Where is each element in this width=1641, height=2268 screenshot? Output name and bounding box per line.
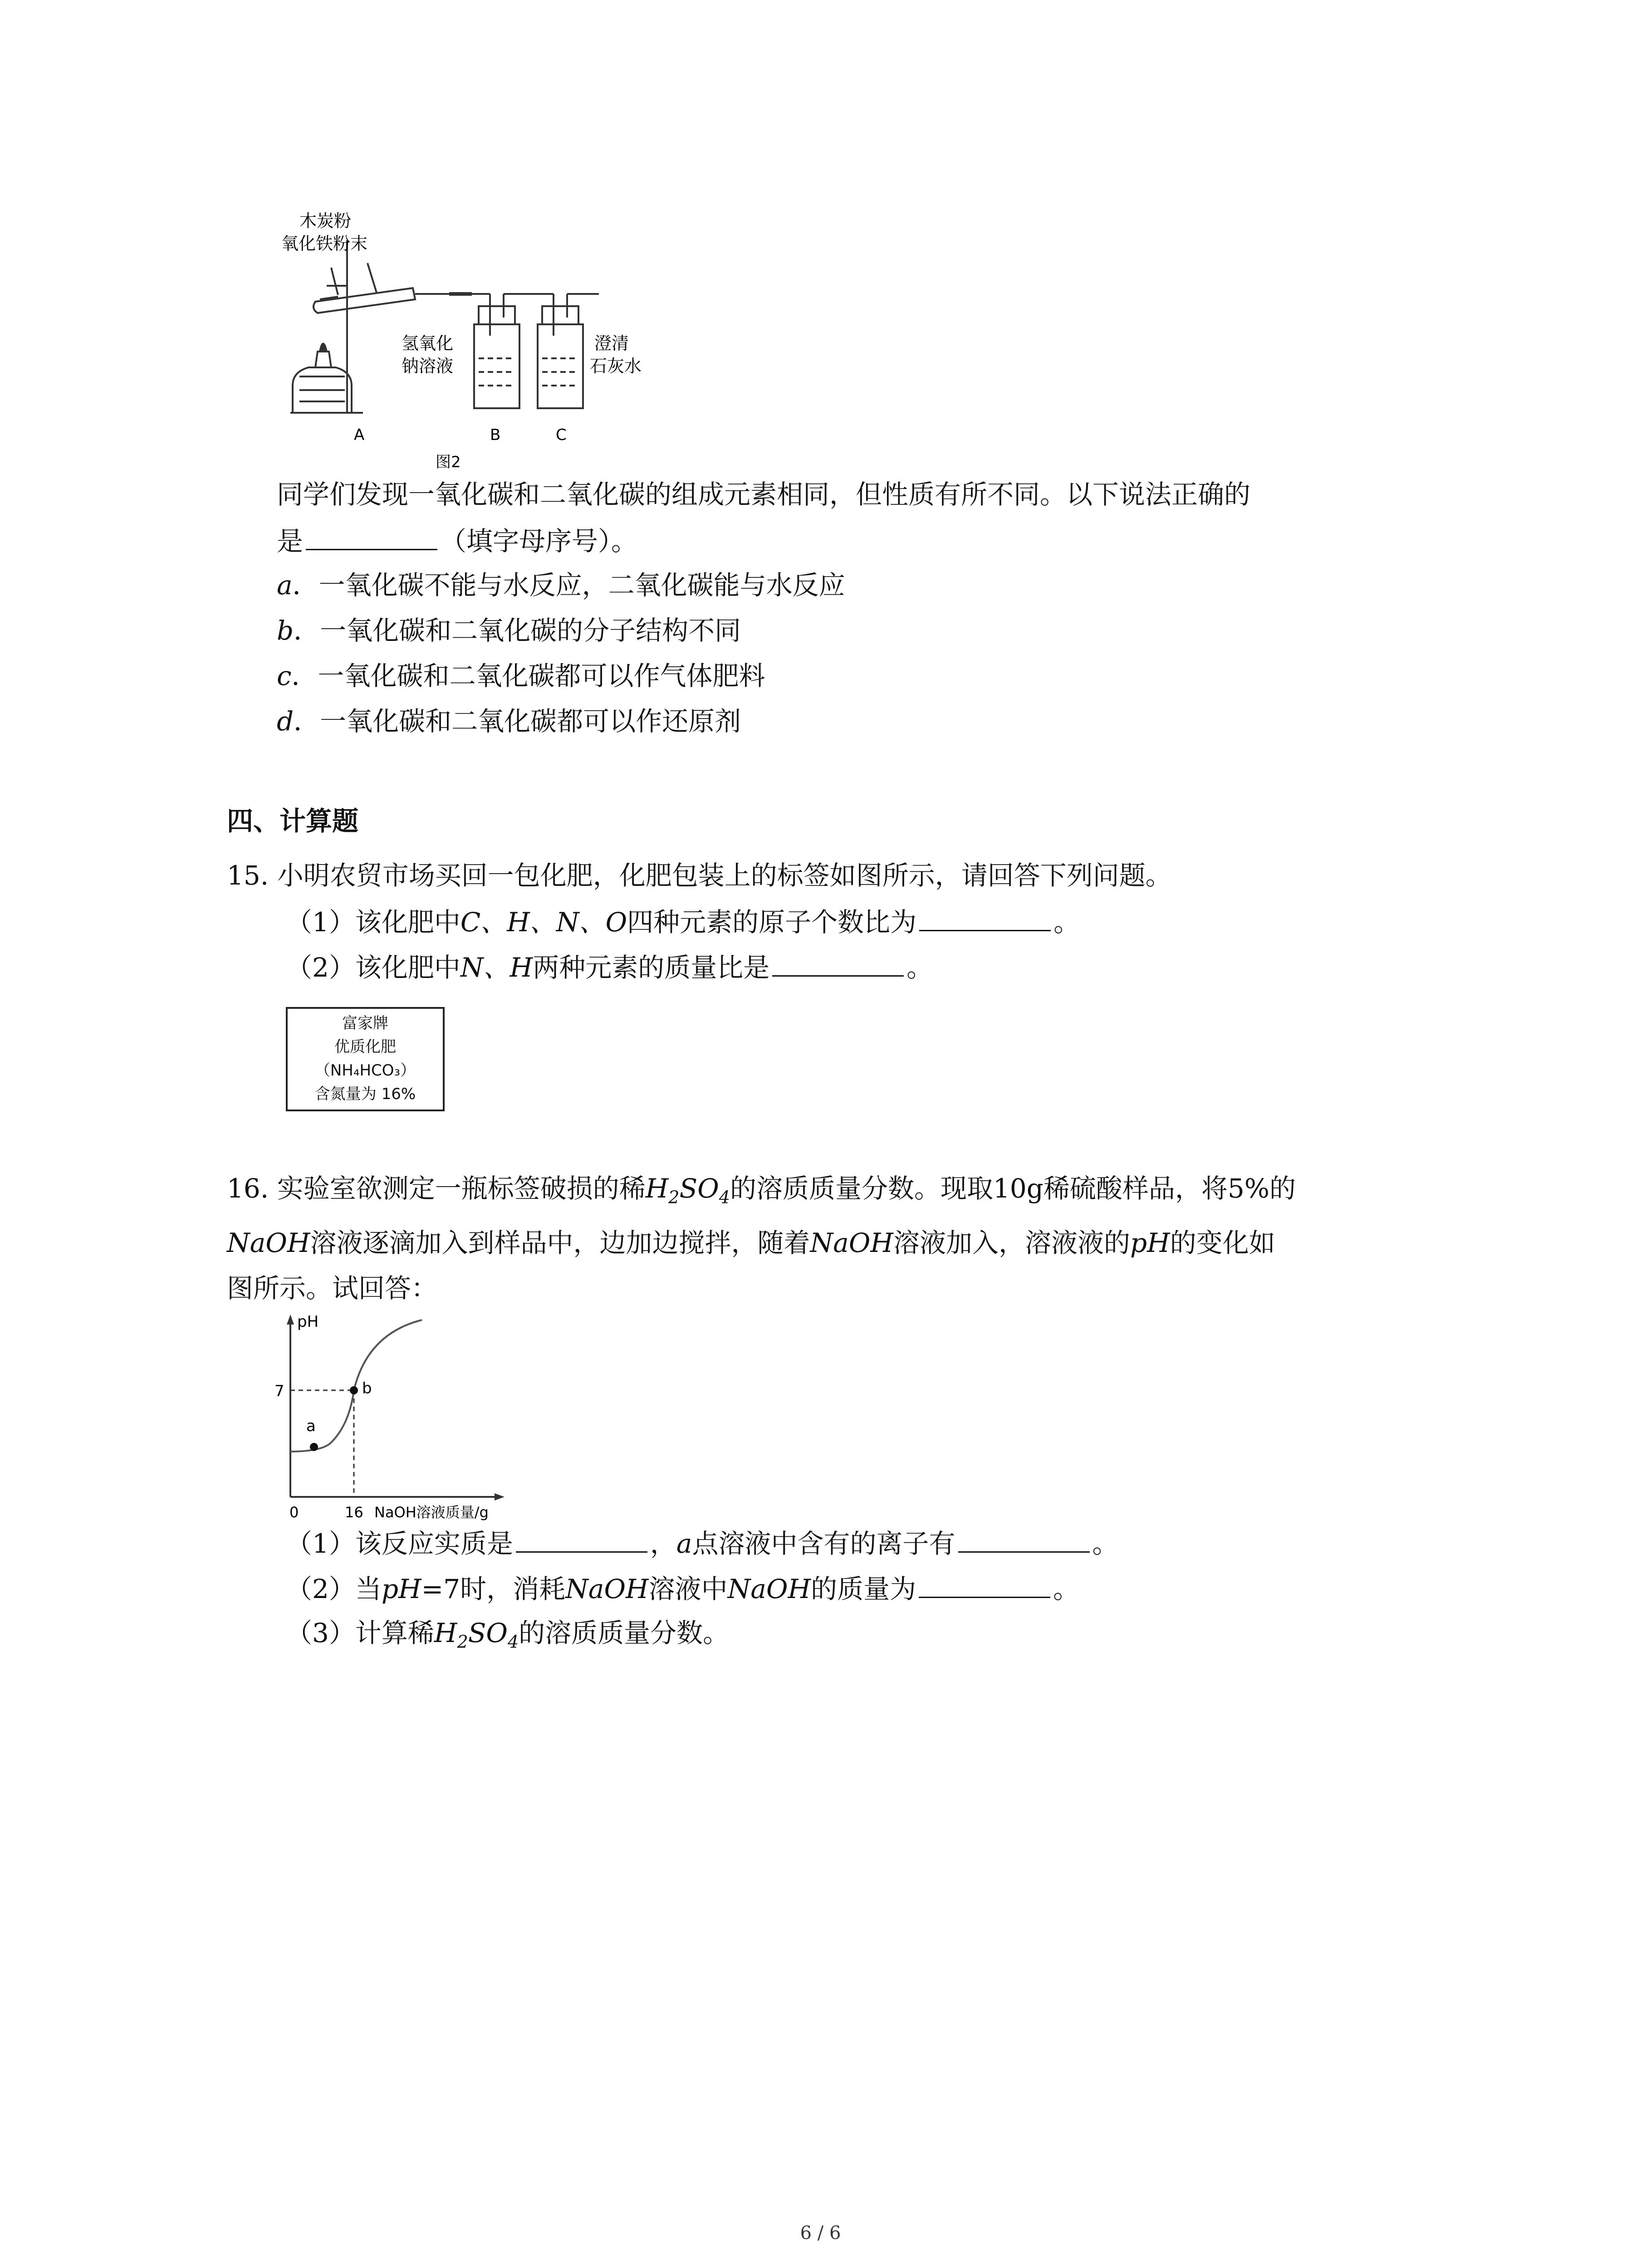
- y-tick-7: 7: [274, 1382, 284, 1400]
- figure-caption: 图2: [436, 453, 461, 471]
- y-label: pH: [297, 1313, 319, 1331]
- x-tick-0: 0: [289, 1504, 299, 1521]
- q14-option-c: c．一氧化碳和二氧化碳都可以作气体肥料: [277, 660, 765, 691]
- label-charcoal: 木炭粉: [299, 211, 352, 231]
- point-b-label: b: [362, 1379, 372, 1398]
- label-lime-1: 澄清: [594, 333, 629, 353]
- ph-chart: [272, 1311, 526, 1524]
- formula-h2so4: $H_2SO_4$: [434, 1618, 519, 1652]
- q14-option-d: d．一氧化碳和二氧化碳都可以作还原剂: [277, 706, 741, 737]
- bottle-c: [538, 306, 583, 408]
- answer-blank[interactable]: [516, 1524, 647, 1553]
- answer-blank[interactable]: [958, 1524, 1090, 1553]
- page-number: 6 / 6: [800, 2223, 841, 2244]
- label-lime-2: 石灰水: [590, 356, 642, 376]
- label-b: B: [490, 426, 501, 444]
- section-title: 四、计算题: [227, 806, 359, 836]
- q14-option-a: a．一氧化碳不能与水反应，二氧化碳能与水反应: [277, 570, 845, 601]
- q15-stem: 15. 小明农贸市场买回一包化肥，化肥包装上的标签如图所示，请回答下列问题。: [227, 860, 1172, 891]
- q14-stem-line2: 是 （填字母序号）。: [277, 522, 637, 559]
- q14-option-b: b．一氧化碳和二氧化碳的分子结构不同: [277, 615, 741, 646]
- x-tick-16: 16: [345, 1504, 363, 1521]
- q16-line3: 图所示。试回答：: [227, 1273, 438, 1304]
- x-axis-arrow: [495, 1493, 505, 1501]
- q14-stem-line1: 同学们发现一氧化碳和二氧化碳的组成元素相同，但性质有所不同。以下说法正确的: [277, 479, 1251, 510]
- formula-h2so4: $H_2SO_4$: [645, 1173, 730, 1207]
- point-a-label: a: [306, 1417, 316, 1435]
- answer-blank[interactable]: [919, 903, 1051, 931]
- label-naoh-2: 钠溶液: [402, 356, 454, 376]
- answer-blank[interactable]: [919, 1569, 1050, 1598]
- label-naoh-1: 氢氧化: [402, 333, 454, 353]
- x-label: NaOH溶液质量/g: [374, 1504, 489, 1521]
- connecting-tubes: [415, 294, 599, 336]
- label-c: C: [556, 426, 567, 444]
- answer-blank[interactable]: [772, 948, 904, 977]
- q16-sub2: （2）当pH=7时，消耗NaOH溶液中NaOH的质量为 。: [286, 1569, 1079, 1607]
- q15-sub2: （2）该化肥中N、H两种元素的质量比是 。: [286, 948, 933, 986]
- apparatus-figure: [272, 211, 642, 476]
- q16-sub1: （1）该反应实质是 ，a点溶液中含有的离子有 。: [286, 1524, 1119, 1562]
- q16-line1: 16. 实验室欲测定一瓶标签破损的稀$H_2SO_4$的溶质质量分数。现取10g稀硫酸样品，将5%的: [227, 1173, 1296, 1207]
- q16-sub3: （3）计算稀$H_2SO_4$的溶质质量分数。: [286, 1618, 730, 1652]
- heating-tube: [314, 263, 415, 313]
- label-a: A: [354, 426, 365, 444]
- point-a: [310, 1443, 318, 1451]
- bottle-b: [474, 306, 519, 408]
- y-axis-arrow: [287, 1315, 294, 1325]
- alcohol-lamp: [293, 344, 352, 413]
- q15-sub1: （1）该化肥中C、H、N、O四种元素的原子个数比为 。: [286, 903, 1080, 940]
- fertilizer-label: 富家牌 优质化肥 （NH₄HCO₃） 含氮量为 16%: [286, 1007, 445, 1111]
- q16-line2: NaOH溶液逐滴加入到样品中，边加边搅拌，随着NaOH溶液加入，溶液液的pH的变化如: [227, 1227, 1275, 1258]
- label-iron-oxide: 氧化铁粉末: [281, 234, 368, 254]
- answer-blank[interactable]: [306, 522, 437, 550]
- point-b: [350, 1386, 358, 1394]
